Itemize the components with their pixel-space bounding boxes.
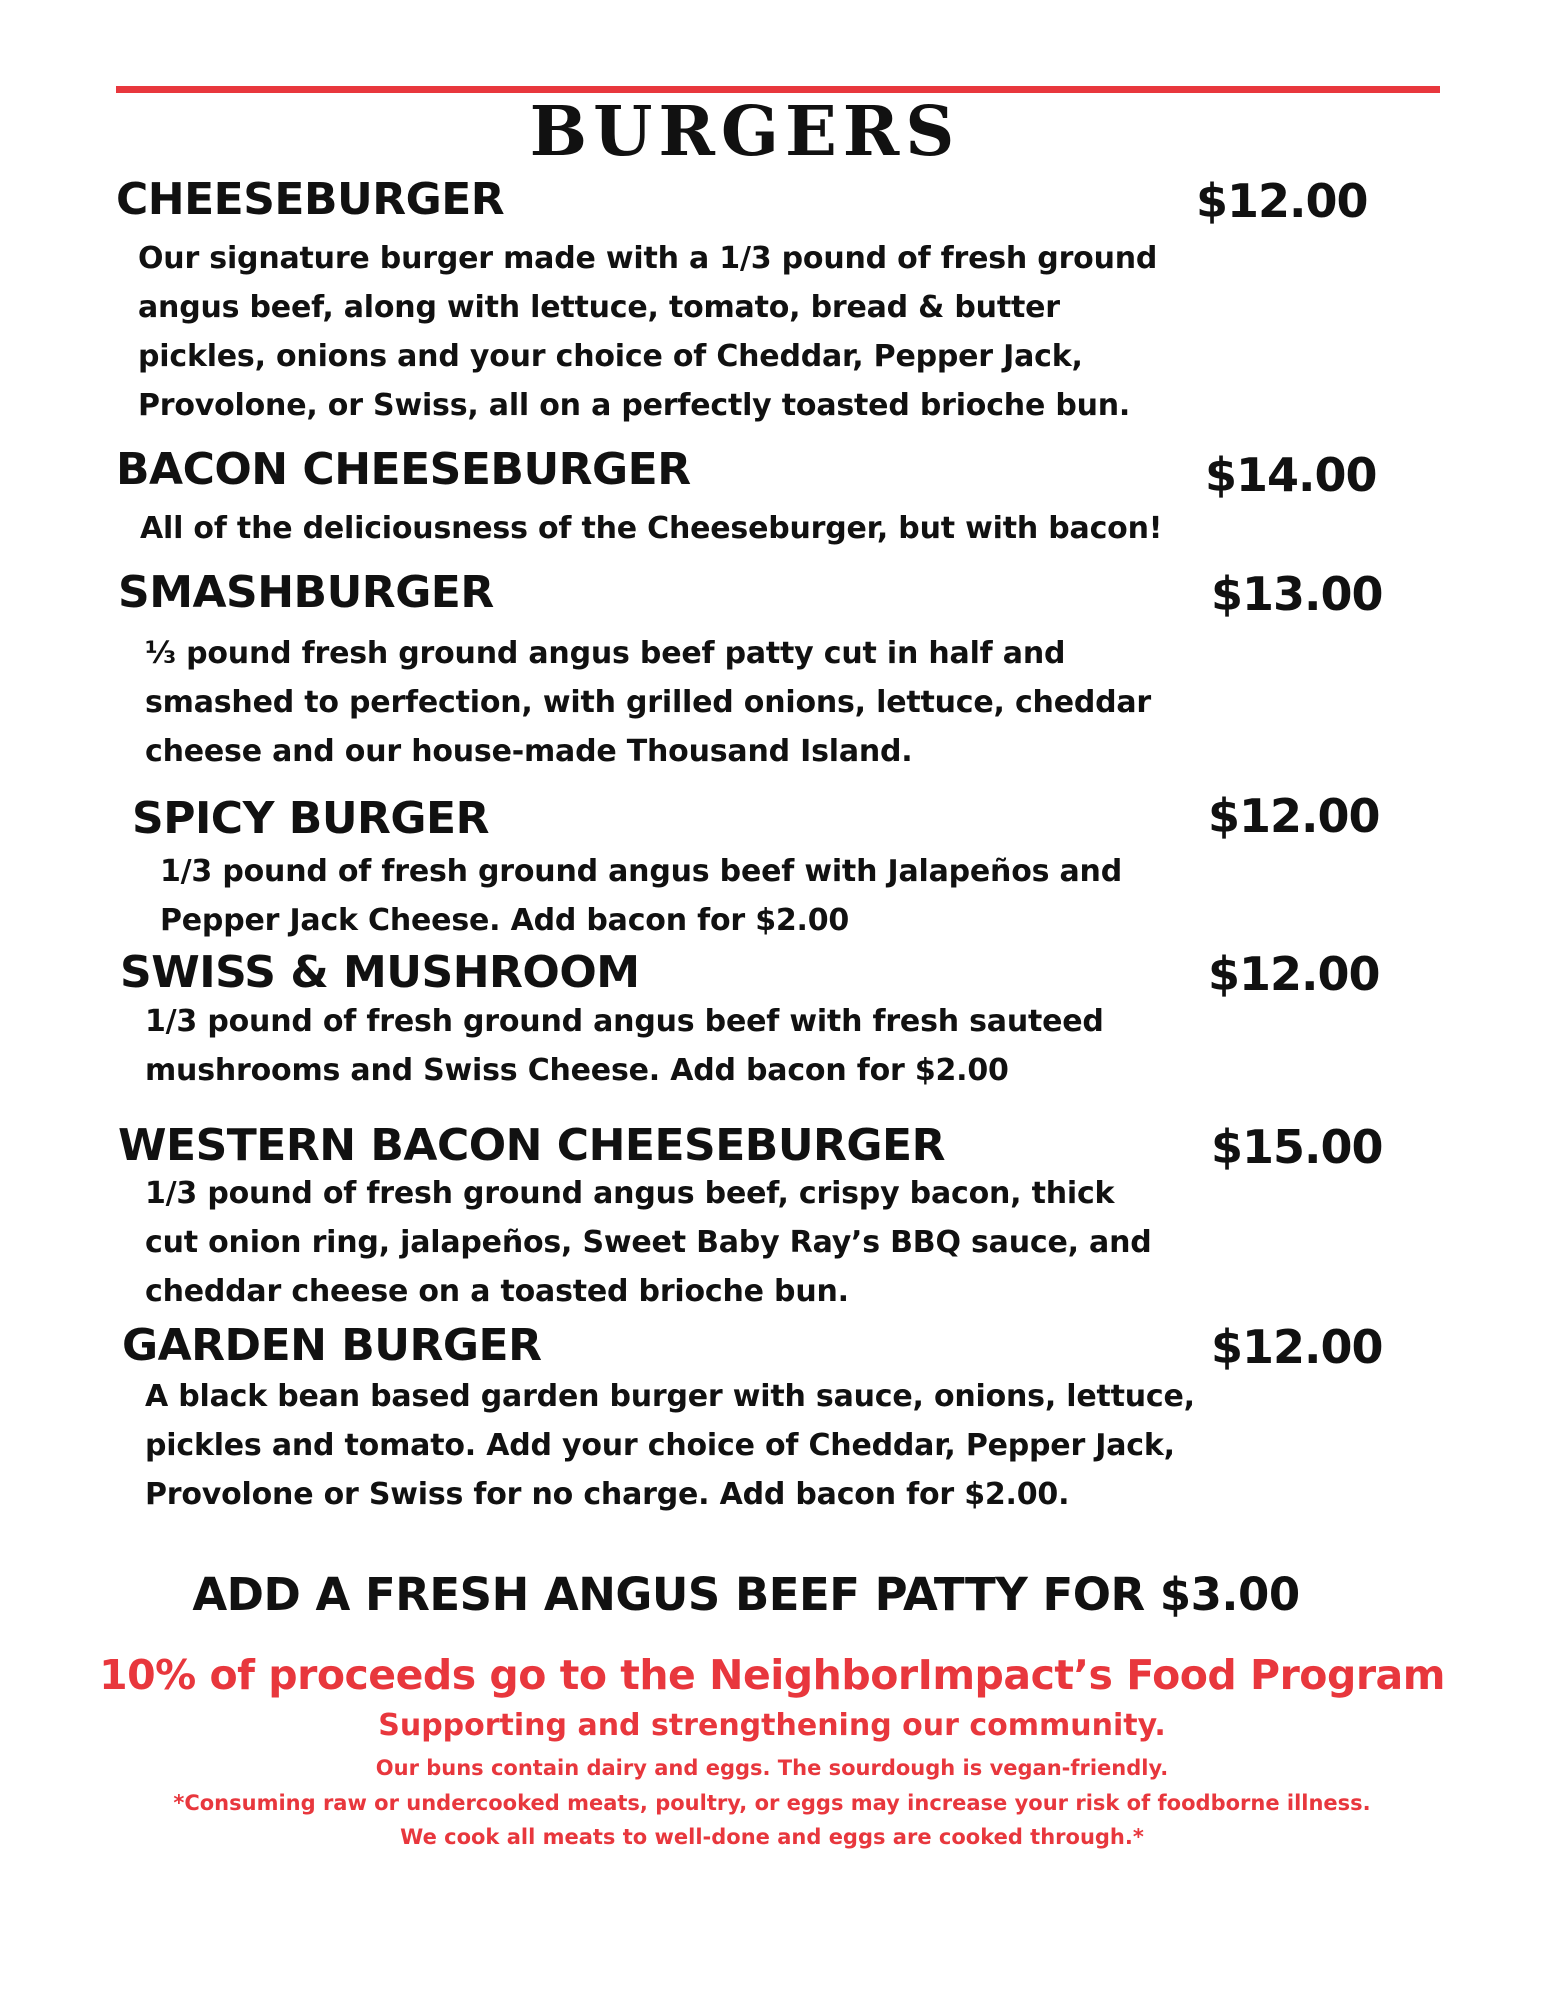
item-price: $12.00 (1208, 789, 1380, 843)
item-description: ⅓ pound fresh ground angus beef patty cut in half and smashed to perfection, with grilled onions, lettuce, cheddar cheese and our house-made Thousand Island. (145, 636, 1152, 769)
item-description: All of the deliciousness of the Cheeseburger, but with bacon! (140, 511, 1163, 546)
cooking-note: We cook all meats to well-done and eggs are cooked through.* (400, 1825, 1144, 1849)
item-description: Our signature burger made with a 1/3 pound of fresh ground angus beef, along with lettuce, tomato, bread & butter pickles, onions and your choice of Cheddar, Pepper Jack, Provolone, or Swiss, all on a perfectly toasted brioche bun. (138, 241, 1158, 423)
community-tagline: Supporting and strengthening our community. (378, 1708, 1166, 1743)
item-name: BACON CHEESEBURGER (116, 444, 691, 495)
health-warning: *Consuming raw or undercooked meats, poultry, or eggs may increase your risk of foodborne illness. (173, 1791, 1371, 1815)
item-name: SPICY BURGER (132, 793, 489, 844)
item-price: $14.00 (1205, 448, 1377, 502)
item-price: $13.00 (1211, 567, 1383, 621)
addon-patty-note: ADD A FRESH ANGUS BEEF PATTY FOR $3.00 (192, 1568, 1300, 1621)
item-name: SMASHBURGER (118, 567, 494, 618)
item-price: $12.00 (1208, 947, 1380, 1001)
item-name: CHEESEBURGER (116, 174, 505, 225)
item-price: $12.00 (1196, 174, 1368, 228)
item-price: $12.00 (1211, 1320, 1383, 1374)
item-description: 1/3 pound of fresh ground angus beef with fresh sauteed mushrooms and Swiss Cheese. Add bacon for $2.00 (145, 1004, 1104, 1088)
charity-note: 10% of proceeds go to the NeighborImpact’s Food Program (99, 1651, 1445, 1699)
item-name: SWISS & MUSHROOM (120, 947, 640, 998)
item-description: A black bean based garden burger with sauce, onions, lettuce, pickles and tomato. Add your choice of Cheddar, Pepper Jack, Provolone or Swiss for no charge. Add bacon for $2.00. (145, 1379, 1195, 1512)
item-description: 1/3 pound of fresh ground angus beef, crispy bacon, thick cut onion ring, jalapeños, Sweet Baby Ray’s BBQ sauce, and cheddar cheese on a toasted brioche bun. (145, 1176, 1152, 1309)
item-name: WESTERN BACON CHEESEBURGER (118, 1120, 945, 1171)
menu-heading: BURGERS (529, 92, 961, 172)
allergen-note: Our buns contain dairy and eggs. The sourdough is vegan-friendly. (375, 1756, 1169, 1780)
item-name: GARDEN BURGER (122, 1320, 542, 1371)
item-description: 1/3 pound of fresh ground angus beef with Jalapeños and Pepper Jack Cheese. Add bacon for $2.00 (160, 854, 1122, 938)
item-price: $15.00 (1211, 1120, 1383, 1174)
